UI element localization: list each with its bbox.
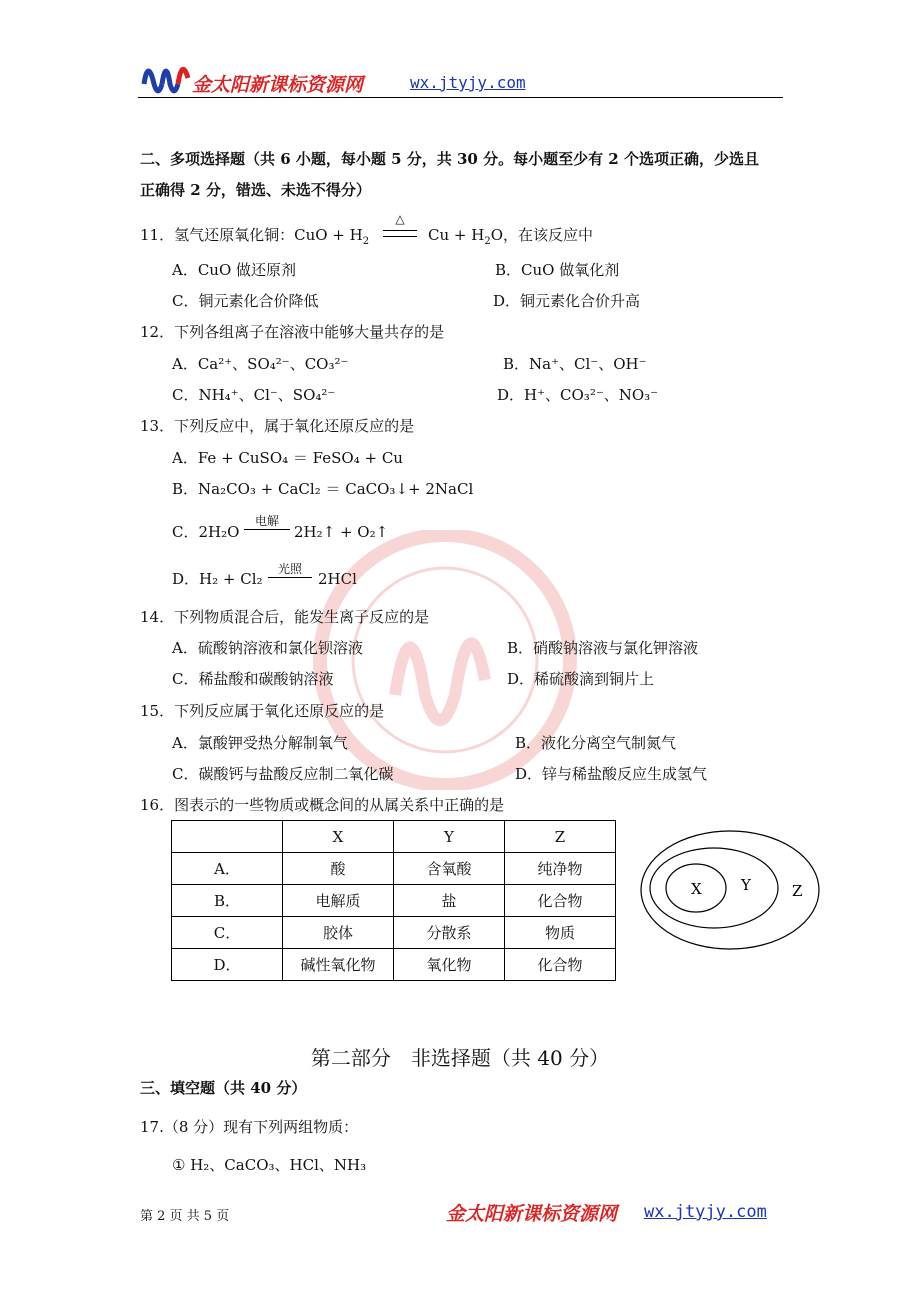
q16-stem: 16．图表示的一些物质或概念间的从属关系中正确的是 [140,796,505,814]
table-cell: 酸 [283,853,394,885]
header-url[interactable]: wx.jtyjy.com [410,73,526,92]
q12-option-a[interactable]: A．Ca²⁺、SO₄²⁻、CO₃²⁻ [172,355,349,373]
section2-title-line2: 正确得 2 分，错选、未选不得分） [140,181,371,199]
q11-option-b[interactable]: B．CuO 做氧化剂 [495,261,620,279]
table-cell: 物质 [505,917,616,949]
footer-brand: 金太阳新课标资源网 [446,1203,618,1225]
table-cell: 分散系 [394,917,505,949]
q12-option-b[interactable]: B．Na⁺、Cl⁻、OH⁻ [503,355,647,373]
q15-option-c[interactable]: C．碳酸钙与盐酸反应制二氧化碳 [172,765,394,783]
table-header-cell: X [283,821,394,853]
table-cell: 含氧酸 [394,853,505,885]
venn-label-y: Y [741,876,751,894]
q14-option-b[interactable]: B．硝酸钠溶液与氯化钾溶液 [507,639,699,657]
table-cell: 电解质 [283,885,394,917]
brand-logo [140,54,192,100]
q11-equals-sign [383,230,417,237]
q17-stem: 17.（8 分）现有下列两组物质： [140,1118,359,1136]
q16-venn-diagram [638,828,822,952]
q11-option-d[interactable]: D．铜元素化合价升高 [493,292,641,310]
q11-condition: △ [395,212,405,226]
q12-option-d[interactable]: D．H⁺、CO₃²⁻、NO₃⁻ [497,386,659,404]
q13-stem: 13．下列反应中，属于氧化还原反应的是 [140,417,415,435]
table-cell: B． [172,885,283,917]
table-cell: A． [172,853,283,885]
q15-option-a[interactable]: A．氯酸钾受热分解制氧气 [172,734,348,752]
q13-option-c-condition: 电解 [244,513,290,530]
section2-title-line1: 二、多项选择题（共 6 小题，每小题 5 分，共 30 分。每小题至少有 2 个选项正确，少选且 [140,150,759,168]
venn-label-x: X [691,880,702,898]
q14-option-a[interactable]: A．硫酸钠溶液和氯化钡溶液 [172,639,363,657]
q16-table [171,820,616,981]
q17-item1: ① H₂、CaCO₃、HCl、NH₃ [172,1156,367,1174]
table-cell: 胶体 [283,917,394,949]
q15-option-d[interactable]: D．锌与稀盐酸反应生成氢气 [515,765,708,783]
header-brand: 金太阳新课标资源网 [192,74,364,96]
table-cell: 化合物 [505,885,616,917]
q15-stem: 15．下列反应属于氧化还原反应的是 [140,702,385,720]
q14-option-c[interactable]: C．稀盐酸和碳酸钠溶液 [172,670,334,688]
q14-option-d[interactable]: D．稀硫酸滴到铜片上 [507,670,655,688]
table-cell: 化合物 [505,949,616,981]
table-header-row [172,821,616,853]
table-header-cell: Y [394,821,505,853]
q11-option-a[interactable]: A．CuO 做还原剂 [172,261,297,279]
q13-option-d-condition: 光照 [268,561,312,578]
table-cell: 碱性氧化物 [283,949,394,981]
q13-option-a[interactable]: A．Fe + CuSO₄ ＝ FeSO₄ + Cu [172,449,403,467]
q13-option-c-left[interactable]: C．2H₂O [172,523,240,541]
table-row[interactable] [172,917,616,949]
q12-stem: 12．下列各组离子在溶液中能够大量共存的是 [140,323,445,341]
venn-label-z: Z [792,882,803,900]
q13-option-b[interactable]: B．Na₂CO₃ + CaCl₂ ＝ CaCO₃↓+ 2NaCl [172,480,474,498]
table-row[interactable] [172,853,616,885]
q14-stem: 14．下列物质混合后，能发生离子反应的是 [140,608,430,626]
footer-page-number: 第 2 页 共 5 页 [140,1209,230,1224]
table-row[interactable] [172,885,616,917]
table-header-cell: Z [505,821,616,853]
table-row[interactable] [172,949,616,981]
table-header-cell [172,821,283,853]
venn-y-ellipse [650,848,778,928]
q13-option-c-right: 2H₂↑ + O₂↑ [294,523,389,541]
table-cell: 纯净物 [505,853,616,885]
footer-url[interactable]: wx.jtyjy.com [644,1202,767,1222]
header-rule [138,97,783,98]
table-cell: D． [172,949,283,981]
q13-option-d-right: 2HCl [318,570,357,588]
table-cell: 盐 [394,885,505,917]
table-cell: 氧化物 [394,949,505,981]
section3-title: 三、填空题（共 40 分） [140,1079,307,1097]
q15-option-b[interactable]: B．液化分离空气制氮气 [515,734,677,752]
part2-title: 第二部分 非选择题（共 40 分） [310,1046,610,1070]
q12-option-c[interactable]: C．NH₄⁺、Cl⁻、SO₄²⁻ [172,386,336,404]
table-cell: C． [172,917,283,949]
q13-option-d-left[interactable]: D．H₂ + Cl₂ [172,570,263,588]
q11-stem-right: $Cu + H_2O$，在该反应中 [428,226,594,247]
q11-stem: 11．氢气还原氧化铜：CuO + $H_2$ [140,226,370,247]
q11-option-c[interactable]: C．铜元素化合价降低 [172,292,319,310]
